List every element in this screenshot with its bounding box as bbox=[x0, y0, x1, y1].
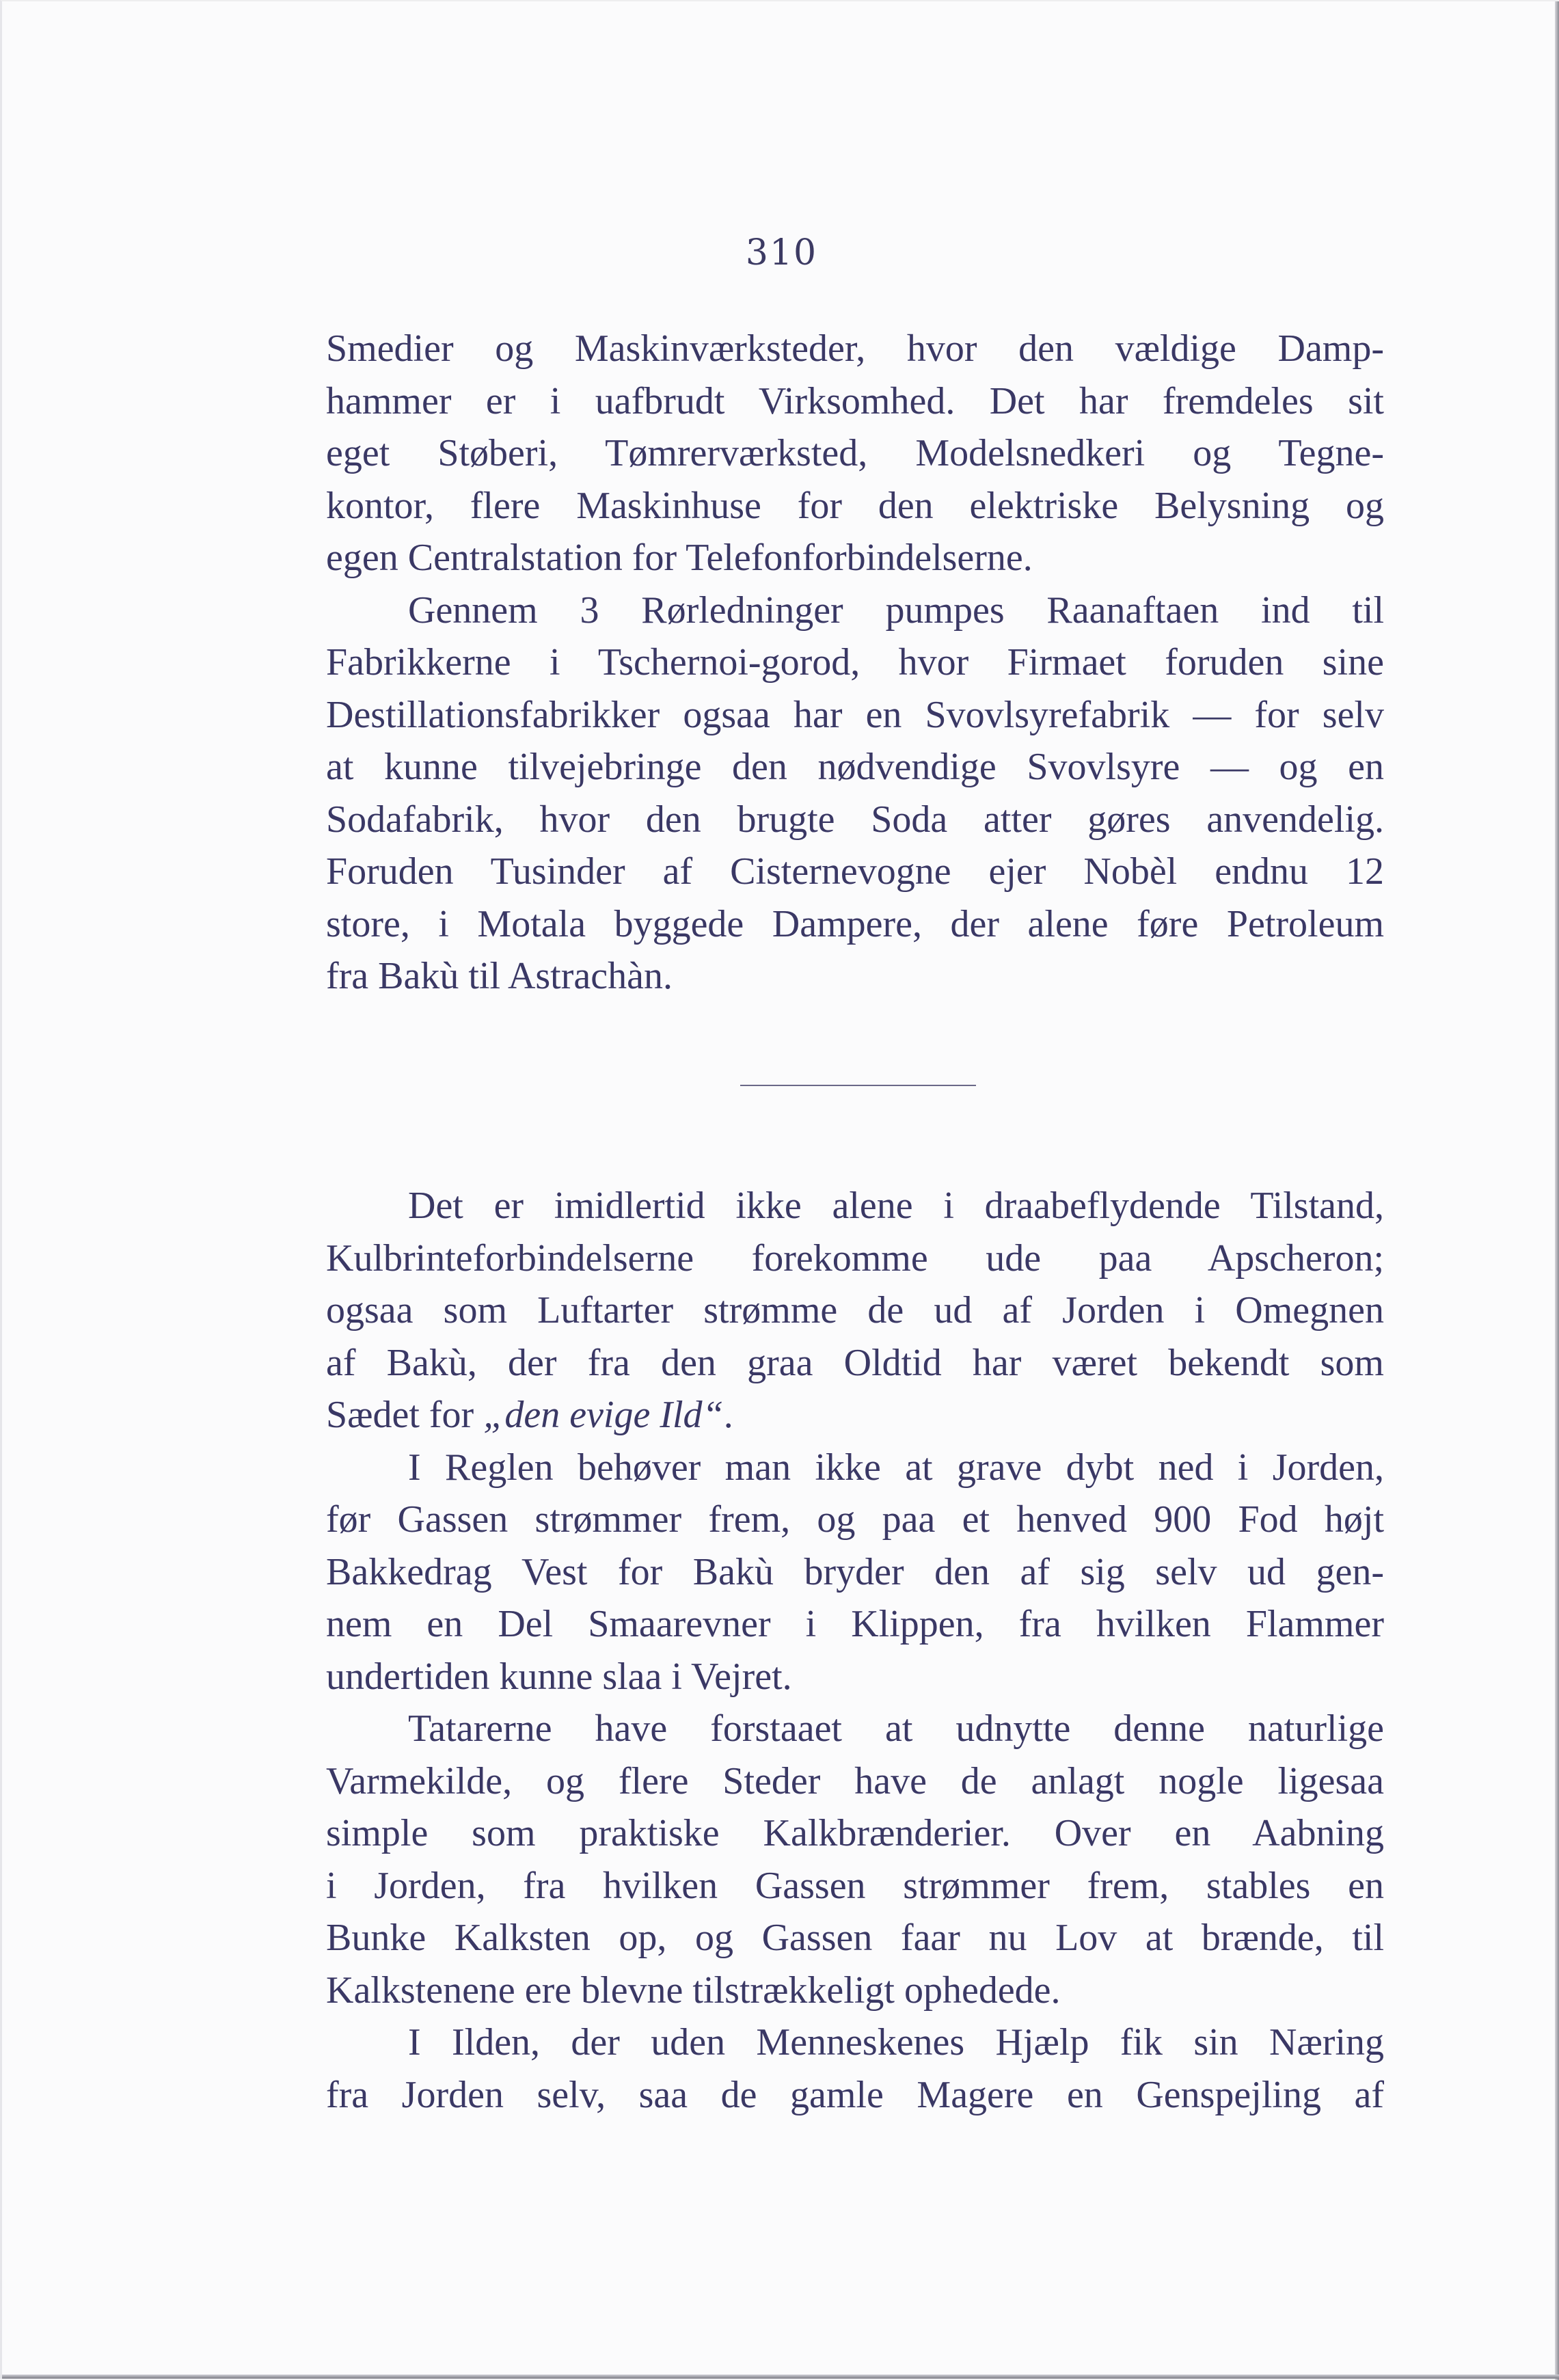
text-line: undertiden kunne slaa i Vejret. bbox=[326, 1655, 792, 1698]
text-line: store, i Motala byggede Dampere, der alene føre Petroleum bbox=[326, 902, 1384, 945]
text-line: egen Centralstation for Telefonforbindelserne. bbox=[326, 537, 1033, 579]
text-line: Kulbrinteforbindelserne forekomme ude paa Apscheron; bbox=[326, 1236, 1384, 1280]
text-line: Varmekilde, og flere Steder have de anlagt nogle ligesaa bbox=[326, 1759, 1384, 1802]
text-line: Tatarerne have forstaaet at udnytte denne naturlige bbox=[408, 1707, 1384, 1750]
text-line: Smedier og Maskinværksteder, hvor den vældige Damp- bbox=[326, 327, 1384, 370]
text-line: Bakkedrag Vest for Bakù bryder den af sig selv ud gen- bbox=[326, 1550, 1384, 1593]
text-line: I Reglen behøver man ikke at grave dybt ned i Jorden, bbox=[408, 1446, 1384, 1489]
page-edge-bottom bbox=[2, 2375, 1559, 2379]
text-line: Det er imidlertid ikke alene i draabeflydende Tilstand, bbox=[408, 1185, 1384, 1227]
text-line: Destillationsfabrikker ogsaa har en Svovlsyrefabrik — for selv bbox=[326, 693, 1384, 736]
section-divider bbox=[740, 1085, 976, 1086]
text-line: I Ilden, der uden Menneskenes Hjælp fik sin Næring bbox=[408, 2021, 1384, 2064]
text-line: Gennem 3 Rørledninger pumpes Raanaftaen ind til bbox=[408, 589, 1384, 632]
text-line: Sodafabrik, hvor den brugte Soda atter gøres anvendelig. bbox=[326, 798, 1384, 841]
text-line: kontor, flere Maskinhuse for den elektriske Belysning og bbox=[326, 484, 1384, 527]
text-line: nem en Del Smaarevner i Klippen, fra hvilken Flammer bbox=[326, 1603, 1384, 1645]
text-section-2 bbox=[326, 1180, 1384, 2121]
text-section-1 bbox=[326, 323, 1384, 1003]
text-line: fra Jorden selv, saa de gamle Magere en Genspejling af bbox=[326, 2073, 1384, 2116]
quote-line-prefix: Sædet for bbox=[326, 1394, 484, 1436]
text-line: Bunke Kalksten op, og Gassen faar nu Lov at brænde, til bbox=[326, 1917, 1384, 1959]
page-number: 310 bbox=[745, 232, 818, 273]
text-line: før Gassen strømmer frem, og paa et henved 900 Fod højt bbox=[326, 1498, 1384, 1541]
text-line: Kalkstenene ere blevne tilstrækkeligt ophedede. bbox=[326, 1969, 1061, 2012]
text-line: fra Bakù til Astrachàn. bbox=[326, 955, 673, 997]
text-line: ogsaa som Luftarter strømme de ud af Jorden i Omegnen bbox=[326, 1289, 1384, 1331]
text-line: Fabrikkerne i Tschernoi-gorod, hvor Firmaet foruden sine bbox=[326, 641, 1384, 684]
text-line: Foruden Tusinder af Cisternevogne ejer Nobèl endnu 12 bbox=[326, 850, 1384, 893]
page-edge-right bbox=[1555, 1, 1559, 2380]
quote-phrase: „den evige Ild“ bbox=[483, 1394, 724, 1436]
text-line: hammer er i uafbrudt Virksomhed. Det har fremdeles sit bbox=[326, 379, 1384, 422]
quote-line-suffix: . bbox=[723, 1394, 733, 1436]
text-line: i Jorden, fra hvilken Gassen strømmer frem, stables en bbox=[326, 1864, 1384, 1907]
text-line: af Bakù, der fra den graa Oldtid har været bekendt som bbox=[326, 1341, 1384, 1384]
text-line: eget Støberi, Tømrerværksted, Modelsnedkeri og Tegne- bbox=[326, 432, 1384, 474]
quote-line bbox=[326, 1389, 1384, 1442]
text-line: at kunne tilvejebringe den nødvendige Svovlsyre — og en bbox=[326, 746, 1384, 788]
text-line: simple som praktiske Kalkbrænderier. Over en Aabning bbox=[326, 1812, 1384, 1854]
